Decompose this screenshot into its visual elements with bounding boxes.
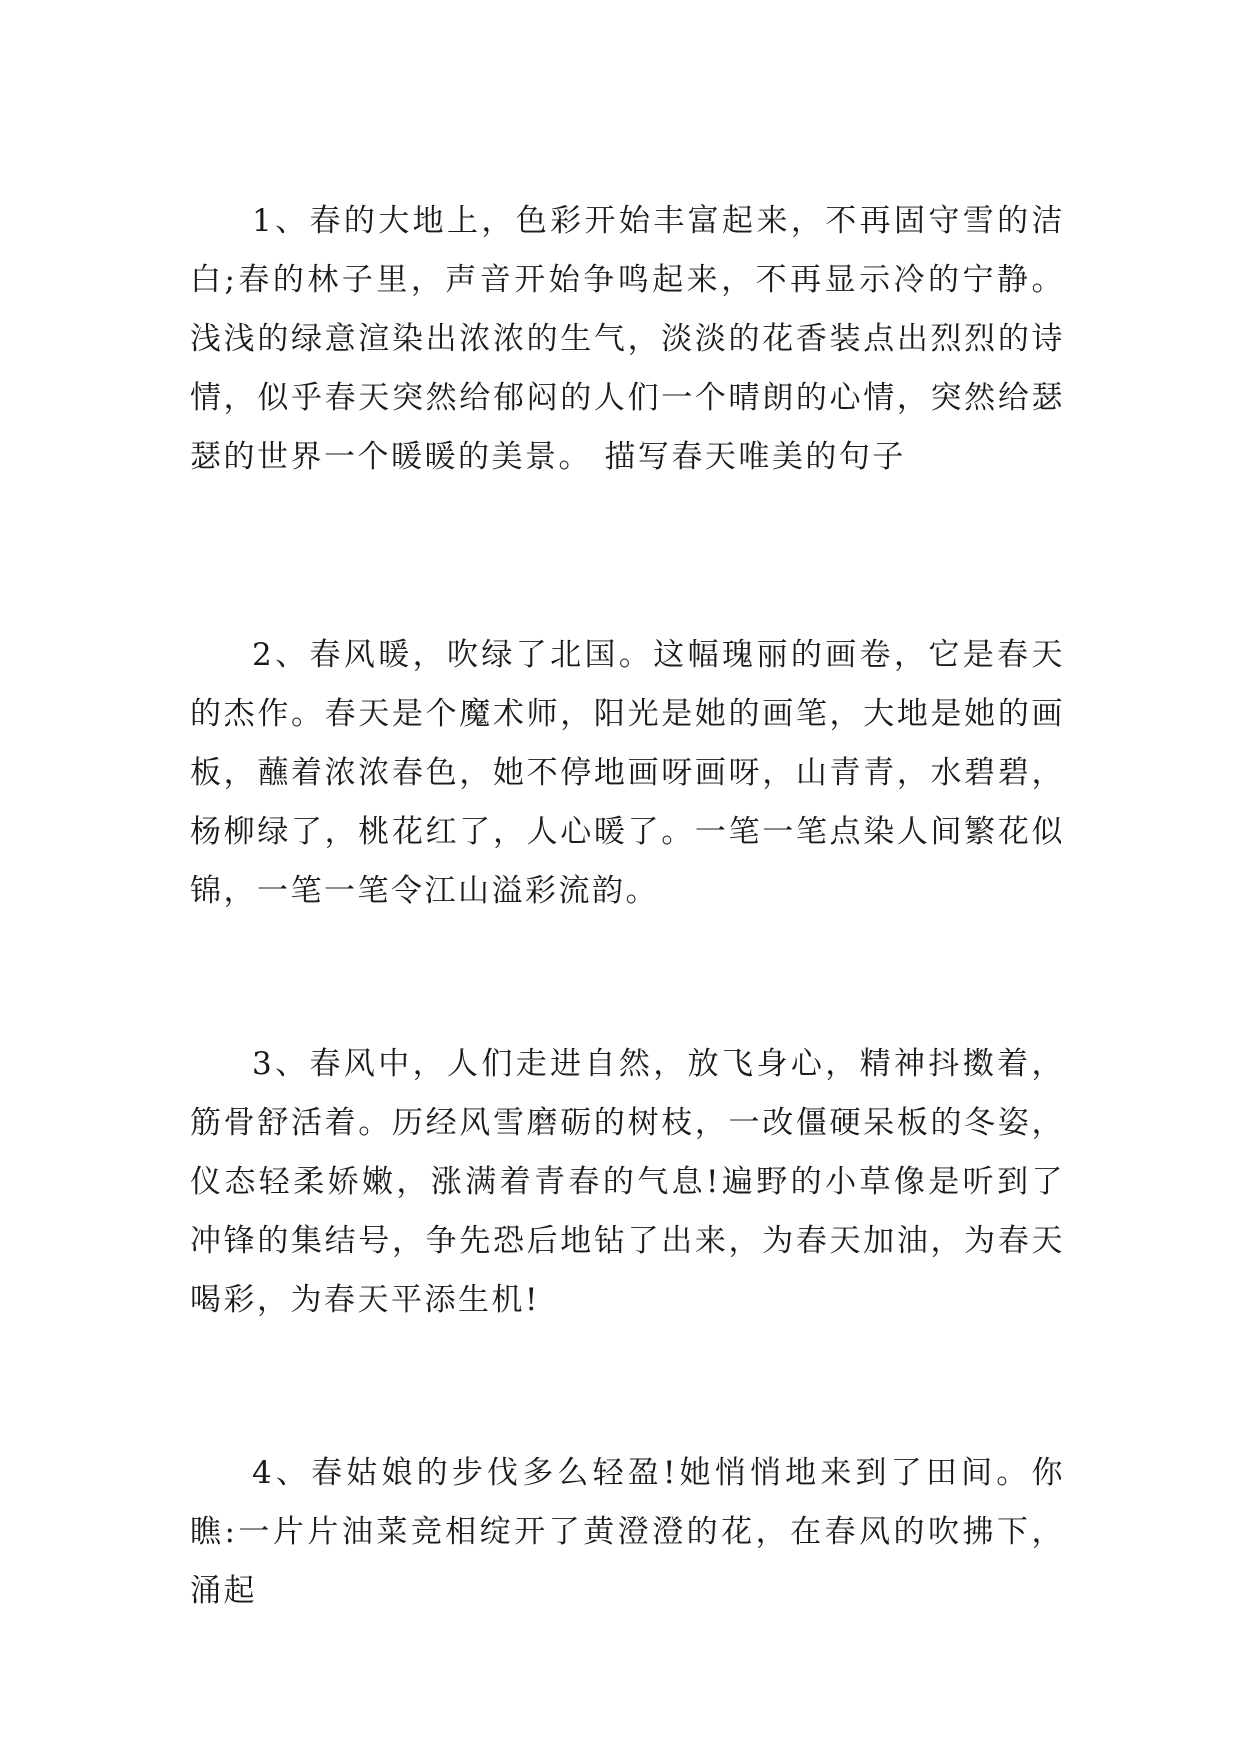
paragraph-4: 4、春姑娘的步伐多么轻盈!她悄悄地来到了田间。你瞧:一片片油菜竞相绽开了黄澄澄的花，在春风的吹拂下，涌起 (190, 1455, 1065, 1609)
paragraph-3: 3、春风中，人们走进自然，放飞身心，精神抖擞着，筋骨舒活着。历经风雪磨砺的树枝，一改僵硬呆板的冬姿，仪态轻柔娇嫩，涨满着青春的气息!遍野的小草像是听到了冲锋的集结号，争先恐后地钻了出来，为春天加油，为春天喝彩，为春天平添生机! (190, 1046, 1065, 1318)
paragraph-1: 1、春的大地上，色彩开始丰富起来，不再固守雪的洁白;春的林子里，声音开始争鸣起来，不再显示冷的宁静。浅浅的绿意渲染出浓浓的生气，淡淡的花香装点出烈烈的诗情，似乎春天突然给郁闷的人们一个晴朗的心情，突然给瑟瑟的世界一个暖暖的美景。 描写春天唯美的句子 (190, 203, 1065, 475)
paragraph-2: 2、春风暖，吹绿了北国。这幅瑰丽的画卷，它是春天的杰作。春天是个魔术师，阳光是她的画笔，大地是她的画板，蘸着浓浓春色，她不停地画呀画呀，山青青，水碧碧，杨柳绿了，桃花红了，人心暖了。一笔一笔点染人间繁花似锦，一笔一笔令江山溢彩流韵。 (190, 637, 1065, 909)
